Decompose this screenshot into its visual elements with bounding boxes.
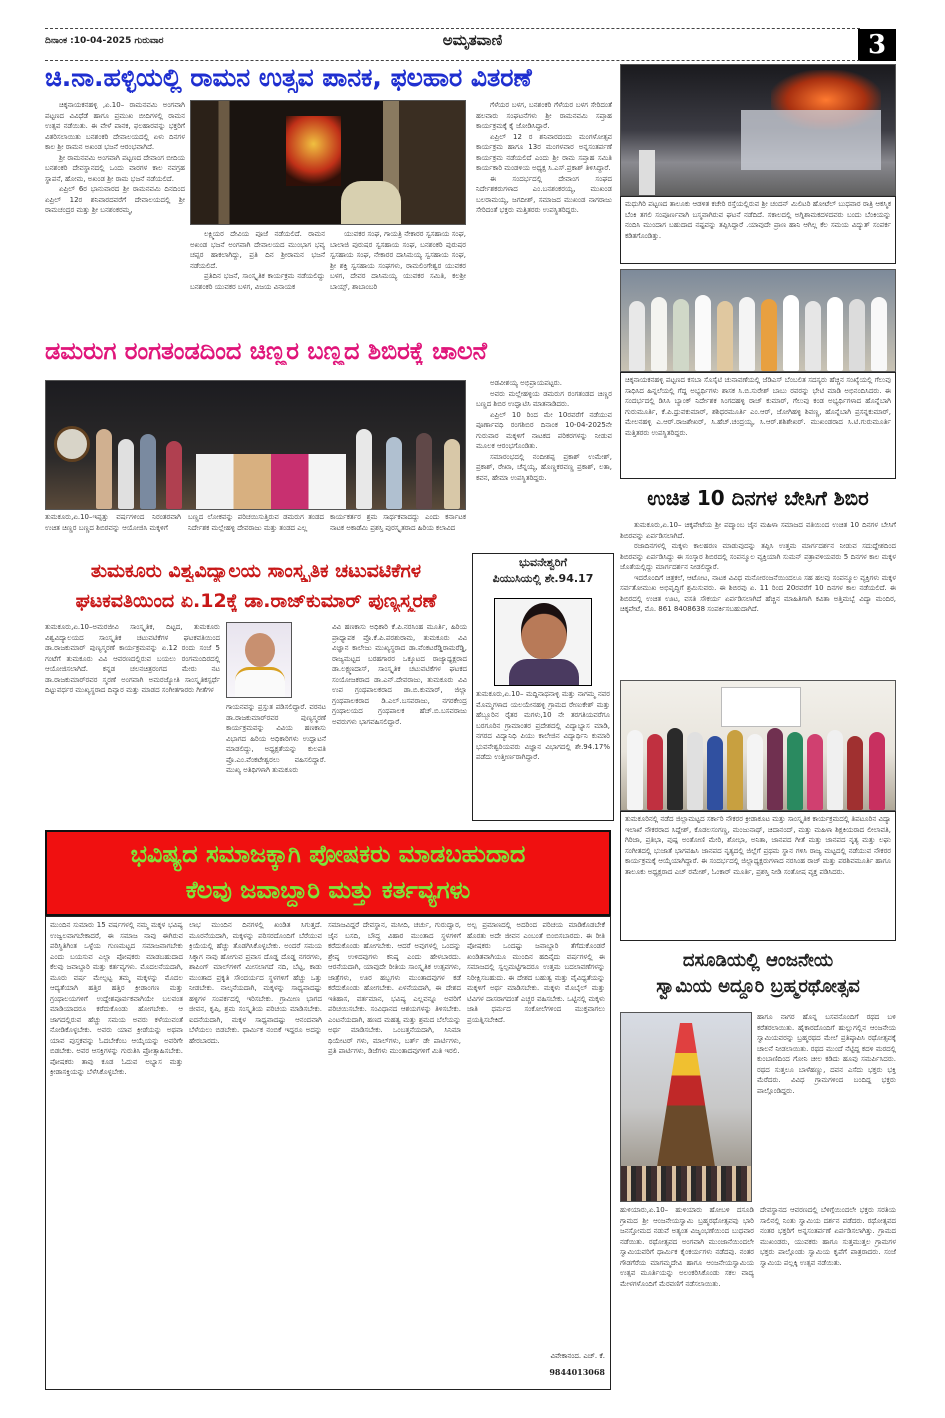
editorial-phone: 9844013068 (549, 1367, 605, 1377)
crowd (621, 1166, 752, 1201)
paragraph: ಅವರು ಮಲ್ಲೇಹಳ್ಳಿಯ ಡಮರುಗ ರಂಗತಂಡದ ಚಿಣ್ಣರ ಬಣ್ಣದ ಶಿಬಿರ ಉದ್ಘಾಟಿಸಿ ಮಾತನಾಡಿದರು. (476, 389, 612, 408)
article2-col1: ತುಮಕೂರು,ಏ.10–ಇಪ್ಪತ್ತು ವರ್ಷಗಳಿಂದ ನಿರಂತರವಾಗಿ ಉಚಿತ ಚಿಣ್ಣರ ಬಣ್ಣದ ಶಿಬಿರವನ್ನು ಆಯೋಜಿಸಿ ಮಕ್ಕಳಿಗೆ (45, 513, 181, 532)
editorial-author: ವಿವೇಕಾನಂದ. ಎಚ್. ಕೆ. (550, 1352, 605, 1360)
person-figure (847, 736, 863, 810)
header-rule-bottom (45, 60, 860, 61)
page-number: 3 (858, 29, 896, 61)
firefighter-figure (639, 150, 655, 195)
person-figure (807, 734, 823, 810)
dasudi-headline-line2: ಸ್ವಾಮಿಯ ಅದ್ದೂರಿ ಬ್ರಹ್ಮರಥೋತ್ಸವ (656, 976, 860, 997)
seated-guests (196, 454, 346, 509)
person-figure (96, 429, 112, 509)
summer-camp-body (620, 520, 896, 675)
article1-headline: ಚಿ.ನಾ.ಹಳ್ಳಿಯಲ್ಲಿ ರಾಮನ ಉತ್ಸವ ಪಾನಕ, ಫಲಹಾರ ವಿತರಣೆ (45, 63, 532, 92)
person-figure (747, 734, 763, 810)
bhuvaneshwari-photo (494, 598, 592, 686)
person-figure (871, 297, 887, 371)
portrait-face (245, 633, 275, 667)
deity-idol (286, 116, 341, 186)
paragraph: ಲಕ್ಷ್ಮಿಯರ ದೇವಿಯ ಪೂಜೆ ನಡೆಯಲಿದೆ. ರಾಮನ ಅಖಂಡ ಭಜನೆ ಅಂಗವಾಗಿ ದೇವಾಲಯದ ಮುಂಭಾಗ ಭವ್ಯ ಚಪ್ಪರ ಹಾಕಲಾಗಿದ್ದು, ಪ್ರತಿ ದಿನ ಶ್ರೀರಾಮನ ಭಜನೆ ನಡೆಯಲಿದೆ. (190, 230, 325, 270)
paragraph: ರಜಾದಿನಗಳಲ್ಲಿ ಮಕ್ಕಳು ಕಾಲಹರಣ ಮಾಡುವುದನ್ನು ತಪ್ಪಿಸಿ ಉತ್ತಮ ಮಾರ್ಗದರ್ಶನ ನೀಡುವ ಸದುದ್ದೇಶದಿಂದ ಶಿಬಿರವನ್ನು ಏರ್ಪಡಿಸಿದ್ದು ಈ ಸಂಸ್ಕಾರ ಶಿಬಿರದಲ್ಲಿ ಸಂಪನ್ಮೂಲ ವ್ಯಕ್ತಿಯಾಗಿ ಸುಮನ್ ಪತ್ರಾವಳಿಯವರು 5 ದಿನಗಳ ಕಾಲ ಮಕ್ಕಳ ಜೊತೆಯಲ್ಲಿದ್ದು ಮಾರ್ಗದರ್ಶನ ನೀಡಲಿದ್ದಾರೆ. (620, 542, 896, 571)
person-figure (707, 736, 723, 810)
person-figure (416, 433, 432, 509)
person-figure (140, 434, 156, 509)
editorial-col1: ಮುಂದಿನ ಸುಮಾರು 15 ವರ್ಷಗಳಲ್ಲಿ ನಮ್ಮ ಮಕ್ಕಳ ಭವಿಷ್ಯ ಉಜ್ವಲವಾಗಬೇಕಾದರೆ, ಈ ಸಮಾಜ ನಾವು ಈಗಿರುವ ಪರಿಸ್ಥಿತಿಗಿಂತ ಒಳ್ಳೆಯ ಗುಣಮಟ್ಟದ ಸಮಾಜವಾಗಬೇಕು ಎಂದು ಬಯಸುವ ಎಲ್ಲಾ ಪೋಷಕರು ಮಾಡಬಹುದಾದ ಕೆಲವು ಜವಾಬ್ದಾರಿ ಮತ್ತು ಕರ್ತವ್ಯಗಳು. ಮೊದಲನೆಯದಾಗಿ, ಮೂರು ವರ್ಷ ಮೇಲ್ಪಟ್ಟ ತಮ್ಮ ಮಕ್ಕಳನ್ನು ಮೊದಲ ಆದ್ಯತೆಯಾಗಿ ಹತ್ತಿರ ಹತ್ತಿರ ಕ್ರೀಡಾಂಗಣ ಮತ್ತು ಗ್ರಂಥಾಲಯಗಳಿಗೆ ಉದ್ದೇಶಪೂರ್ವಕವಾಗಿಯೇ ಬಲವಂತ ಮಾಡಿಯಾದರೂ ಕರೆದುಕೊಂಡು ಹೋಗಬೇಕು. ಆ ಜಾಗದಲ್ಲಿರುವ ಹೆಚ್ಚು ಸಮಯ ಅವರು ಕಳೆಯುವಂತೆ ನೋಡಿಕೊಳ್ಳಬೇಕು. ಅವರು ಯಾವ ಕ್ರೀಡೆಯನ್ನು ಅಥವಾ ಯಾವ ಪುಸ್ತಕವನ್ನು ಓದಬೇಕೆಂಬ ಆಯ್ಕೆಯನ್ನು ಅವರಿಗೇ ಬಿಡಬೇಕು. ಅವರ ಆಸಕ್ತಿಗಳನ್ನು ಗುರುತಿಸಿ ಪ್ರೋತ್ಸಾಹಿಸಬೇಕು. ಪೋಷಕರು ತಾವು ಕೂಡ ಓದುವ ಅಭ್ಯಾಸ ಮತ್ತು ಕ್ರೀಡಾಸಕ್ತಿಯನ್ನು ಬೆಳೆಸಿಕೊಳ್ಳಬೇಕು. (50, 921, 183, 1076)
person-figure (827, 297, 843, 371)
stage-banner (721, 687, 801, 727)
person-figure (787, 732, 803, 810)
building-smoke (741, 110, 881, 170)
paragraph: ಶ್ರೀ ರಾಮನವಮಿ ಅಂಗವಾಗಿ ಪಟ್ಟಣದ ದೇವಾಂಗ ಬೀದಿಯ ಬನಶಂಕರಿ ದೇವಸ್ಥಾನದಲ್ಲಿ ಒಂದು ವಾರಗಳ ಕಾಲ ನವಗ್ರಹ ಸ್ಥಾಪನೆ, ಹೋಮ, ಅಖಂಡ ಶ್ರೀ ರಾಮ ಭಜನೆ ನಡೆಯಲಿದೆ. (45, 153, 185, 183)
paragraph: ಏಪ್ರಿಲ್ 12 ರ ಶನಿವಾರದಂದು ಮಂಗಳೋತ್ಸವ ಕಾರ್ಯಕ್ರಮ ಹಾಗೂ 13ರ ಮಂಗಳವಾರ ಅನ್ನಸಂತರ್ಪಣೆ ಕಾರ್ಯಕ್ರಮ ನಡೆಯಲಿದೆ ಎಂದು ಶ್ರೀ ರಾಮ ಸಪ್ತಾಹ ಸಮಿತಿ ಕಾರ್ಯಕಾರಿ ಮಂಡಳಿಯ ಅಧ್ಯಕ್ಷ ಸಿ.ಎಸ್.ಪ್ರಕಾಶ್ ತಿಳಿಸಿದ್ದಾರೆ. (476, 132, 612, 172)
person-figure (761, 299, 777, 371)
person-figure (627, 730, 643, 810)
editorial-headline-line1: ಭವಿಷ್ಯದ ಸಮಾಜಕ್ಕಾಗಿ ಪೋಷಕರು ಮಾಡಬಹುದಾದ (130, 840, 526, 868)
person-figure (629, 301, 645, 371)
article3-col1: ತುಮಕೂರು,ಏ.10–ಅಮರಜೀವಿ ಸಾಂಸ್ಕೃತಿಕ, ದಿಟ್ಟದ, ತುಮಕೂರು ವಿಶ್ವವಿದ್ಯಾಲಯದ ಸಾಂಸ್ಕೃತಿಕ ಚಟುವಟಿಕೆಗಳ ಘಟಕವತಿಯಿಂದ ಡಾ.ರಾಜಕುಮಾರ್ ಪುಣ್ಯಸ್ಮರಣೆ ಕಾರ್ಯಕ್ರಮವನ್ನು ಏ.12 ರಂದು ಸಂಜೆ 5 ಗಂಟೆಗೆ ತುಮಕೂರು ವಿವಿ ಆವರಣದಲ್ಲಿರುವ ಬಯಲು ರಂಗಮಂದಿರದಲ್ಲಿ ಆಯೋಜಿಸಲಾಗಿದೆ. ಕನ್ನಡ ಚಲನಚಿತ್ರರಂಗದ ಮೇರು ನಟ ಡಾ.ರಾಜಕುಮಾರ್‌ರವರ ಸ್ಮರಣೆ ಅಂಗವಾಗಿ ಅಮರಜ್ಯೋತಿ ಸಾಂಸ್ಕೃತಿಕಸ್ಪರ್ಧೆ ದಿಟ್ಟುವರ್ಧರ ಮುಖ್ಯಸ್ಥರಾದ ದಿವ್ಯಾರ ಮತ್ತು ಮಾಡದ ಸಂಗೀತಗಾರರು ಗೀತೆಗಳ (45, 623, 220, 694)
article3-headline-line1: ತುಮಕೂರು ವಿಶ್ವವಿದ್ಯಾಲಯ ಸಾಂಸ್ಕೃತಿಕ ಚಟುವಟಿಕೆಗಳ (90, 560, 422, 582)
paragraph: ಸಮಾರಂಭದಲ್ಲಿ ನಂದೀಶಪ್ಪ ಪ್ರಕಾಶ್ ಉಮೇಶ್, ಪ್ರಕಾಶ್, ರೇಖಾ, ಚೆನ್ನಯ್ಯ, ಹೊಣ್ಣಕರವಣ್ಣ ಪ್ರಕಾಶ್, ಲತಾ, ಕವನ, ಹೇಮಾ ಉಪಸ್ಥಿತರಿದ್ದರು. (476, 452, 612, 482)
article1-col1 (45, 100, 185, 332)
article2-col2: ಬಣ್ಣದ ಲೋಕವನ್ನು ಪರಿಚಯಿಸುತ್ತಿರುವ ಡಮರುಗ ತಂಡದ ನಿರ್ದೇಶಕ ಮಲ್ಲೇಹಳ್ಳಿ ದೇವರಾಜು ಮತ್ತು ತಂಡದ ಎಲ್ಲ (188, 513, 324, 532)
paragraph: ಯುವಕರ ಸಂಘ, ಗಾಯತ್ರಿ ನೇಕಾರರ ಸ್ವಸಹಾಯ ಸಂಘ, ಬಾಲಾಜಿ ಪುರುಷರ ಸ್ವಸಹಾಯ ಸಂಘ, ಬನಶಂಕರಿ ಪುರುಷರ ಸ್ವಸಹಾಯ ಸಂಘ, ನೇಕಾರರ ದಾಸಿಮಯ್ಯ ಸ್ವಸಹಾಯ ಸಂಘ, ಶ್ರೀ ಶಕ್ತಿ ಸ್ವಸಹಾಯ ಸಂಘಗಳು, ರಾಮಲಿಂಗೇಶ್ವರ ಯುವಕರ ಬಳಗ, ದೇವರ ದಾಸಿಮಯ್ಯ ಯುವಕರ ಸಮಿತಿ, ಕಲಶ್ರೀ ಬಾಯ್ಸ್, ಶಾಬಾಂಬರಿ (330, 230, 466, 291)
paragraph: ಇದರೊಂದಿಗೆ ಚಿತ್ರಕಲೆ, ಆಟೋಟ, ನಾಟಕ ವಿವಿಧ ಮನೋರಂಜನೆಯಿಂದಲೂ ಸಹ ಹಲವು ಸಂಪನ್ಮೂಲ ವ್ಯಕ್ತಿಗಳು ಮಕ್ಕಳ ಸರ್ವತೋಮುಖ ಅಭಿವೃದ್ಧಿಗೆ ಶ್ರಮಿಸುವರು. ಈ ಶಿಬಿರವು ಏ. 11 ರಿಂದ 20ರವರೆಗೆ 10 ದಿನಗಳ ಕಾಲ ನಡೆಯಲಿದೆ. ಈ ಶಿಬಿರದಲ್ಲಿ ಉಚಿತ ಊಟ, ವಸತಿ ಸೌಕರ್ಯ ಏರ್ಪಡಿಸಲಾಗಿದೆ ಹೆಚ್ಚಿನ ಮಾಹಿತಿಗಾಗಿ ಕವಿತಾ ಅತ್ತಿಮಬ್ಬೆ ವಿದ್ಯಾ ಮಂದಿರ, ಚಿಕ್ಕಪೇಟೆ, ಮೊ. 861 8408638 ಸಂಪರ್ಕಿಸಬಹುದಾಗಿದೆ. (620, 573, 896, 613)
person-figure (356, 429, 372, 509)
person-figure (118, 439, 134, 509)
article2-headline: ಡಮರುಗ ರಂಗತಂಡದಿಂದ ಚಿಣ್ಣರ ಬಣ್ಣದ ಶಿಬಿರಕ್ಕೆ ಚಾಲನೆ (45, 337, 487, 365)
editorial-banner (45, 830, 611, 916)
bhuvaneshwari-headline-line2: ಪಿಯುಸಿಯಲ್ಲಿ ಶೇ.94.17 (492, 572, 594, 585)
person-figure (827, 730, 843, 810)
article1-col2 (190, 229, 325, 332)
chariot (656, 1023, 716, 1173)
article1-col3 (330, 229, 466, 332)
person-figure (849, 299, 865, 371)
person-figure (805, 301, 821, 371)
person-figure (651, 297, 667, 371)
person-figure (695, 295, 711, 371)
summer-camp-headline: ಉಚಿತ 10 ದಿನಗಳ ಬೇಸಿಗೆ ಶಿಬಿರ (647, 486, 869, 510)
person-figure (767, 728, 783, 810)
portrait-face (521, 603, 567, 659)
article1-col4 (476, 100, 612, 332)
children-camp-photo (45, 380, 466, 510)
editorial-col4: ಅಲ್ಪ ಪ್ರಮಾಣದಲ್ಲಿ ಅದರಿಂದ ಪರಿಚಯ ಮಾಡಿಕೊಡಬೇಕೆ ಹೊರತು ಅದೇ ಜೀವನ ಎಂಬಂತೆ ಬಿಂಬಿಸಬಾರದು. ಈ ರೀತಿ ಪೋಷಕರು ಒಂದಷ್ಟು ಜವಾಬ್ದಾರಿ ತೆಗೆದುಕೊಂಡರೆ ಖಂಡಿತವಾಗಿಯೂ ಮುಂದಿನ ಹದಿನೈದು ವರ್ಷಗಳಲ್ಲಿ ಈ ಸಮಾಜದಲ್ಲಿ ಸ್ವಲ್ಪಮಟ್ಟಿಗಾದರೂ ಉತ್ತಮ ಬದಲಾವಣೆಗಳನ್ನು ನಿರೀಕ್ಷಿಸಬಹುದು. ಈ ದೇಶದ ಬಹುತ್ವ ಮತ್ತು ವೈವಿಧ್ಯತೆಯನ್ನು ಮಕ್ಕಳಿಗೆ ಅರ್ಥ ಮಾಡಿಸಬೇಕು. ಮಕ್ಕಳು ಮೊಬೈಲ್ ಮತ್ತು ಟಿವಿಗಳ ದಾಸರಾಗದಂತೆ ಎಚ್ಚರ ವಹಿಸಬೇಕು. ಒಟ್ಟಿನಲ್ಲಿ ಮಕ್ಕಳು ಜಾತಿ ಧರ್ಮದ ಸಂಕೋಲೆಗಳಿಂದ ಮುಕ್ತವಾಗಲು ಪ್ರಯತ್ನಿಸಬೇಕಿದೆ. (467, 921, 605, 1024)
paragraph: ಈ ಸಂದರ್ಭದಲ್ಲಿ ದೇವಾಂಗ ಸಂಘದ ನಿರ್ದೇಶಕರುಗಳಾದ ಎಂ.ಬನಶಂಕರಯ್ಯ, ಮುಖಂಡ ಬಲರಾಮಯ್ಯ, ಜಗದೀಶ್, ಸಮಾಜದ ಮುಖಂಡ ನಾಗರಾಜು ಸೇರಿದಂತೆ ಭಕ್ತರು ಮತ್ತಿತರರು ಉಪಸ್ಥಿತರಿದ್ದರು. (476, 174, 612, 214)
priest-figure (341, 181, 401, 225)
person-figure (444, 439, 460, 509)
chariot-festival-photo (620, 1012, 752, 1202)
article2-col3: ಕಾರ್ಯಕರ್ತರ ಶ್ರಮ ಸಾರ್ಥಕವಾದದ್ದು ಎಂದು ಕರ್ನಾಟಕ ನಾಟಕ ಅಕಾಡೆಮಿ ಪ್ರಶಸ್ತಿ ಪುರಸ್ಕೃತರಾದ ಹಿರಿಯ ಕಲಾವಿದ (330, 513, 466, 532)
jds-caption: ಚಿಕ್ಕನಾಯಕನಹಳ್ಳಿ ಪಟ್ಟಣದ ಕಸಬಾ ಸೊಸೈಟಿ ಚುನಾವಣೆಯಲ್ಲಿ ಜೆಡಿಎಸ್ ಬೆಂಬಲಿತ ಸದಸ್ಯರು ಹೆಚ್ಚಿನ ಸಂಖ್ಯೆಯಲ್ಲಿ ಗೆಲುವು ಸಾಧಿಸಿದ ಹಿನ್ನಲೆಯಲ್ಲಿ ಗೆದ್ದ ಅಭ್ಯರ್ಥಿಗಳು ಶಾಸಕ ಸಿ.ಬಿ.ಸುರೇಶ್ ಬಾಬು ರವರನ್ನು ಭೇಟಿ ಮಾಡಿ ಅಭಿನಂದಿಸಿದರು. ಈ ಸಂದರ್ಭದಲ್ಲಿ ಡಿಸಿಸಿ ಬ್ಯಾಂಕ್ ನಿರ್ದೇಶಕ ಸಿಂಗದಹಳ್ಳಿ ರಾಜ್ ಕುಮಾರ್, ಗೆಲುವು ಕಂಡ ಅಭ್ಯರ್ಥಿಗಳಾದ ಹೊನ್ನೆಬಾಗಿ ಗುರುಮೂರ್ತಿ, ಕೆ.ಪಿ.ಧ್ರುವಕುಮಾರ್, ಶಶಿಧರಮೂರ್ತಿ ಎಂ.ಆರ್, ಜೋಗಿಹಳ್ಳಿ ಶಿವಣ್ಣ, ಹೊನ್ನೆಬಾಗಿ ಪ್ರಸನ್ನಕುಮಾರ್, ಮೇಲನಹಳ್ಳಿ ಎ.ಆರ್.ರಾಜಶೇಖರ್, ಸಿ.ಹೆಚ್.ಚಂದ್ರಯ್ಯ, ಸಿ.ಆರ್.ಶಶಿಶೇಖರ್. ಮುಖಂಡರಾದ ಸಿ.ಟಿ.ಗುರುಮೂರ್ತಿ ಮತ್ತಿತರರು ಉಪಸ್ಥಿತರಿದ್ದರು. (620, 372, 896, 479)
editorial-headline-line2: ಕೆಲವು ಜವಾಬ್ದಾರಿ ಮತ್ತು ಕರ್ತವ್ಯಗಳು (185, 876, 471, 904)
rajkumar-photo (226, 622, 292, 698)
dasudi-col1: ಹುಳಿಯಾರು,ಏ.10– ಹುಳಿಯಾರು ಹೋಬಳಿ ದಸೂಡಿ ಗ್ರಾಮದ ಶ್ರೀ ಆಂಜನೇಯಸ್ವಾಮಿ ಬ್ರಹ್ಮರಥೋತ್ಸವವು ಭಾರಿ ಜನಸ್ತೋಮದ ನಡುವೆ ಅತ್ಯಂತ ವಿಜೃಂಭಣೆಯಿಂದ ಬುಧವಾರ ನಡೆಯಿತು. ರಥೋತ್ಸವದ ಅಂಗವಾಗಿ ಮುಂಜಾನೆಯಿಂದಲೇ ಸ್ವಾಮಿಯವರಿಗೆ ಧಾರ್ಮಿಕ ಕೈಂಕರ್ಯಗಳು ನಡೆದವು. ನಂತರ ಗೌಡಗೆರೆಯ ಮಾಗಮ್ಮದೇವಿ ಹಾಗೂ ಆಂಜನೇಯಸ್ವಾಮಿಯ ಉತ್ಸವ ಮೂರ್ತಿಯನ್ನು ಅಲಂಕರಿಸಿಕೊಂಡು ಸಕಲ ವಾದ್ಯ ಮೇಳಗಳೊಂದಿಗೆ ಮೆರವಣಿಗೆ ನಡೆಸಲಾಯಿತು. (620, 1206, 754, 1288)
hotel-fire-photo (620, 64, 896, 196)
jds-members-photo (620, 269, 896, 372)
paragraph: ಅಡವೀಶಯ್ಯ ಅಭಿಪ್ರಾಯಪಟ್ಟರು. (490, 379, 562, 387)
person-figure (673, 299, 689, 371)
person-figure (739, 297, 755, 371)
editorial-col2: ಲಾಭ ಮುಂದಿನ ದಿನಗಳಲ್ಲಿ ಖಂಡಿತ ಸಿಗುತ್ತದೆ. ಮೂರನೆಯದಾಗಿ, ಮಕ್ಕಳನ್ನು ಪರಿಸರದೊಂದಿಗೆ ಬೆರೆಯುವ ಕ್ರಿಯೆಯಲ್ಲಿ ಹೆಚ್ಚು ತೊಡಗಿಸಿಕೊಳ್ಳಬೇಕು. ಅಂದರೆ ಸಮಯ ಸಿಕ್ಕಾಗ ನಾವು ಹೋಗುವ ಪ್ರವಾಸ ದೊಡ್ಡ ದೊಡ್ಡ ನಗರಗಳು, ಶಾಪಿಂಗ್ ಮಾಲ್‌ಗಳಿಗೆ ಮೀಸಲಾಗದೆ ನದಿ, ಬೆಟ್ಟ, ಕಾಡು ಮುಂತಾದ ಪ್ರಕೃತಿ ಸೌಂದರ್ಯದ ಸ್ಥಳಗಳಿಗೆ ಹೆಚ್ಚು ಒತ್ತು ನೀಡಬೇಕು. ನಾಲ್ಕನೆಯದಾಗಿ, ಮಕ್ಕಳನ್ನು ಸಾಧ್ಯವಾದಷ್ಟು ಹಳ್ಳಿಗಳ ಸಂಪರ್ಕದಲ್ಲಿ ಇರಿಸಬೇಕು. ಗ್ರಾಮೀಣ ಭಾಗದ ಜೀವನ, ಕೃಷಿ, ಶ್ರಮ ಸಂಸ್ಕೃತಿಯ ಪರಿಚಯ ಮಾಡಿಸಬೇಕು. ಐದನೆಯದಾಗಿ, ಮಕ್ಕಳ ಸಾಧ್ಯವಾದಷ್ಟು ಆನಂದವಾಗಿ ಬೆಳೆಯಲು ಬಿಡಬೇಕು. ಧಾರ್ಮಿಕ ನಂಬಿಕೆ ಇದ್ದರೂ ಅದನ್ನು ಹೇರಬಾರದು. (189, 921, 322, 1045)
paragraph: ಏಪ್ರಿಲ್ 6ರ ಭಾನುವಾರದ ಶ್ರೀ ರಾಮನವಮಿ ದಿನದಿಂದ ಏಪ್ರಿಲ್ 12ರ ಶನಿವಾರದವರೆಗೆ ದೇವಾಲಯದಲ್ಲಿ ಶ್ರೀ ರಾಮಚಂದ್ರರ ಮತ್ತು ಶ್ರೀ ಬನಶಂಕರಮ್ಮ, (45, 185, 185, 214)
sports-caption: ತುಮಕೂರಿನಲ್ಲಿ ನಡೆದ ಜಿಲ್ಲಾಮಟ್ಟದ ಸರ್ಕಾರಿ ನೌಕರರ ಕ್ರೀಡಾಕೂಟ ಮತ್ತು ಸಾಂಸ್ಕೃತಿಕ ಕಾರ್ಯಕ್ರಮದಲ್ಲಿ ತಿಪಟೂರಿನ ವಿದ್ಯಾ ಇಲಾಖೆ ನೌಕರರಾದ ಸಿದ್ದೇಶ್, ಕೊಡಲಸಂಗಣ್ಣ, ಮಂಜುನಾಥ್, ಚಿದಾನಂದ್, ಮತ್ತು ಮಹಿಳಾ ಶಿಕ್ಷಕಿಯರಾದ ಲೀಲಾವತಿ, ಗಿರಿಜಾ, ಪ್ರತಿಭಾ, ಪುಷ್ಪ ಅಂತೋಣಿ ಮೇರಿ, ಶೋಭಾ, ಅನಿತಾ, ಜಾನಪದ ಗೀತೆ ಮತ್ತು ಜಾನಪದ ನೃತ್ಯ ಮತ್ತು ಲಘು ಸಂಗೀತದಲ್ಲಿ ಭುಜಾತೆ ಭಾಗವಹಿಸಿ ಜಾನಪದ ನೃತ್ಯದಲ್ಲಿ ಜಿಲ್ಲೆಗೆ ಪ್ರಥಮ ಸ್ಥಾನ ಗಳಿಸಿ ರಾಜ್ಯ ಮಟ್ಟದಲ್ಲಿ ನಡೆಯುವ ನೌಕರರ ಕಾರ್ಯಕ್ರಮಕ್ಕೆ ಆಯ್ಕೆಯಾಗಿದ್ದಾರೆ. ಈ ಸಂದರ್ಭದಲ್ಲಿ ಜಿಲ್ಲಾಧ್ಯಕ್ಷರುಗಳಾದ ನರಸಿಂಹ ರಾಜ್ ಮತ್ತು ಪರಶಿವಮೂರ್ತಿ ಹಾಗೂ ತಾಲೂಕು ಅಧ್ಯಕ್ಷರಾದ ಎಚ್ ರಮೇಶ್, ಓಂಕಾರ್ ಮೂರ್ತಿ, ಪ್ರಶಸ್ತಿ ನೀಡಿ ಸಂತೋಷ ವ್ಯಕ್ತ ಪಡಿಸಿದರು. (620, 811, 896, 941)
paragraph: ತುಮಕೂರು,ಏ.10– ಚಿಕ್ಕಪೇಟೆಯ ಶ್ರೀ ಪದ್ಮಾಂಬ ಜೈನ ಮಹಿಳಾ ಸಮಾಜದ ವತಿಯಿಂದ ಉಚಿತ 10 ದಿನಗಳ ಬೇಸಿಗೆ ಶಿಬಿರವನ್ನು ಏರ್ಪಡಿಸಲಾಗಿದೆ. (620, 521, 896, 540)
paragraph: ಏಪ್ರಿಲ್ 10 ರಿಂದ ಮೇ 10ರವರೆಗೆ ನಡೆಯುವ ಪೂರ್ಣಾವಧಿ ರಂಗಶಿಬಿರ ದಿನಾಂಕ 10-04-2025ನೇ ಗುರುವಾರ ಮಕ್ಕಳಿಗೆ ನಾಟಕದ ಪರಿಕರಗಳನ್ನು ನೀಡುವ ಮೂಲಕ ಆರಂಭಗೊಂಡಿತು. (476, 410, 612, 450)
person-figure (727, 730, 743, 810)
paragraph: ಚಿಕ್ಕನಾಯಕನಹಳ್ಳಿ ,ಏ.10– ರಾಮನವಮಿ ಅಂಗವಾಗಿ ಪಟ್ಟಣದ ವಿವಿಧೆಡೆ ಹಾಗೂ ಪ್ರಮುಖ ಬೀದಿಗಳಲ್ಲಿ ರಾಮನ ಉತ್ಸವ ನಡೆಯಿತು. ಈ ವೇಳೆ ಪಾನಕ, ಫಲಹಾರವನ್ನು ಭಕ್ತರಿಗೆ ವಿತರಿಸಲಾಯಿತು ಬನಶಂಕರಿ ದೇವಾಲಯದಲ್ಲಿ ಏಳು ದಿನಗಳ ಕಾಲ ಶ್ರೀ ರಾಮನ ಅಖಂಡ ಭಜನೆ ಆರಂಭವಾಗಿದೆ. (45, 101, 185, 151)
person-figure (386, 437, 402, 509)
paragraph: ಪ್ರತಿದಿನ ಭಜನೆ, ಸಾಂಸ್ಕೃತಿಕ ಕಾರ್ಯಕ್ರಮ ನಡೆಯಲಿದ್ದು ಬನಶಂಕರಿ ಯುವಕರ ಬಳಗ, ವಿಜಯ ವಿನಾಯಕ (190, 272, 325, 291)
person-figure (869, 732, 885, 810)
dasudi-headline-line1: ದಸೂಡಿಯಲ್ಲಿ ಆಂಜನೇಯ (682, 950, 834, 971)
fire-caption: ಮಧುಗಿರಿ ಪಟ್ಟಣದ ತಾಲೂಕು ಆಡಳಿತ ಕಚೇರಿ ರಸ್ತೆಯಲ್ಲಿರುವ ಶ್ರೀ ಚಂದನ್ ಮಿಲಿಟರಿ ಹೋಟೆಲ್ ಬುಧವಾರ ರಾತ್ರಿ ಆಕಸ್ಮಿಕ ಬೆಂಕಿ ತಗಲಿ ಸಂಪೂರ್ಣವಾಗಿ ಬಸ್ಮವಾಗಿರುವ ಘಟನೆ ನಡೆದಿದೆ. ಸಕಾಲದಲ್ಲಿ ಅಗ್ನಿಶಾಮಕದಳದವರು ಬಂದು ಬೆಂಕಿಯನ್ನು ನಂದಿಸಿ ಮುಂದಾಗ ಬಹುದಾದ ನಷ್ಟವನ್ನು ತಪ್ಪಿಸಿದ್ದಾರೆ .ಯಾವುದೇ ಪ್ರಾಣ ಹಾನಿ ಆಗಿಲ್ಲ ಕೆಲ ಸಮಯ ವಿದ್ಯುತ್ ಸಂಪರ್ಕ ಕಡಿತಗೊಂಡಿತ್ತು. (620, 196, 896, 264)
article3-col2: ಗಾಯನವನ್ನು ಪ್ರಸ್ತುತ ಪಡಿಸಲಿದ್ದಾರೆ. ವರನಟ ಡಾ.ರಾಜಕುಮಾರ್‌ರವರ ಪುಣ್ಯಸ್ಮರಣೆ ಕಾರ್ಯಕ್ರಮವನ್ನು ವಿವಿಯ ಹಣಕಾಸು ವಿಭಾಗದ ಹಿರಿಯ ಅಧಿಕಾರಿಗಳು ಉದ್ಘಾಟನೆ ಮಾಡಲಿದ್ದು, ಅಧ್ಯಕ್ಷತೆಯನ್ನು ಕುಲಪತಿ ಪ್ರೊ.ಎಂ.ವೆಂಕಟೇಶ್ವರಲು ವಹಿಸಲಿದ್ದಾರೆ. ಮುಖ್ಯ ಅತಿಥಿಗಳಾಗಿ ತುಮಕೂರು (226, 703, 326, 774)
article3-headline-line2: ಘಟಕವತಿಯಿಂದ ಏ.12ಕ್ಕೆ ಡಾ.ರಾಜ್‌ಕುಮಾರ್ ಪುಣ್ಯಸ್ಮರಣೆ (75, 590, 437, 612)
editorial-col3: ಸಮಾಜವಿದ್ದರೆ ದೇವಸ್ಥಾನ, ಮಸೀದಿ, ಚರ್ಚು, ಗುರುದ್ವಾರ, ಜೈನ ಬಸದಿ, ಬೌದ್ಧ ವಿಹಾರ ಮುಂತಾದ ಸ್ಥಳಗಳಿಗೆ ಕರೆದುಕೊಂಡು ಹೋಗಬೇಕು. ಆದರೆ ಅವುಗಳಲ್ಲಿ ಒಂದನ್ನು ಶ್ರೇಷ್ಠ ಉಳಿದವುಗಳು ಕನಿಷ್ಠ ಎಂದು ಹೇಳಬಾರದು. ಆರನೆಯದಾಗಿ, ಯಾವುದೇ ರೀತಿಯ ಸಾಂಸ್ಕೃತಿಕ ಉತ್ಸವಗಳು, ಜಾತ್ರೆಗಳು, ಊರ ಹಬ್ಬಗಳು ಮುಂತಾದವುಗಳ ಕಡೆ ಕರೆದುಕೊಂಡು ಹೋಗಬೇಕು. ಏಳನೆಯದಾಗಿ, ಈ ದೇಶದ ಇತಿಹಾಸ, ವರ್ತಮಾನ, ಭವಿಷ್ಯ ಎಲ್ಲವನ್ನೂ ಅವರಿಗೆ ಪರಿಚಯಿಸಬೇಕು. ಸಂವಿಧಾನದ ಆಶಯಗಳನ್ನು ತಿಳಿಸಬೇಕು. ಎಂಟನೆಯದಾಗಿ, ಹಣದ ಮಹತ್ವ ಮತ್ತು ಶ್ರಮದ ಬೆಲೆಯನ್ನು ಅರ್ಥ ಮಾಡಿಸಬೇಕು. ಒಂಬತ್ತನೆಯದಾಗಿ, ಸಿನಿಮಾ ಥಿಯೇಟರ್ ಗಳು, ಮಾಲ್‌ಗಳು, ಬರ್ತ್ ಡೇ ಪಾರ್ಟಿಗಳು, ಪ್ರತಿ ಪಾರ್ಟಿಗಳು, ಡಿಜೆಗಳು ಮುಂತಾದವುಗಳಿಗೆ ಮಿತಿ ಇರಲಿ. (328, 921, 461, 1055)
portrait-body (509, 659, 579, 686)
header-rule-top (45, 28, 860, 29)
person-figure (647, 734, 663, 810)
issue-date: ದಿನಾಂಕ :10-04-2025 ಗುರುವಾರ (45, 36, 164, 46)
person-figure (667, 728, 683, 810)
paragraph: ಗೆಳೆಯರ ಬಳಗ, ಬನಶಂಕರಿ ಗೆಳೆಯರ ಬಳಗ ಸೇರಿದಂತೆ ಹಲವಾರು ಸಂಘಟನೆಗಳು ಶ್ರೀ ರಾಮನವಮಿ ಸಪ್ತಾಹ ಕಾರ್ಯಕ್ರಮಕ್ಕೆ ಕೈ ಜೋಡಿಸಿದ್ದಾರೆ. (476, 101, 612, 130)
portrait-shawl (235, 667, 285, 698)
person-figure (687, 732, 703, 810)
person-figure (783, 295, 799, 371)
person-figure (717, 301, 733, 371)
sports-awards-photo (620, 680, 896, 811)
bhuvaneshwari-headline-line1: ಭುವನೇಶ್ವರಿಗೆ (519, 556, 567, 569)
dasudi-col2: ದೇವಸ್ಥಾನದ ಆವರಣದಲ್ಲಿ ಬೆಳಿಗ್ಗೆಯಿಂದಲೇ ಭಕ್ತರು ಸರತಿಯ ಸಾಲಿನಲ್ಲಿ ನಿಂತು ಸ್ವಾಮಿಯ ದರ್ಶನ ಪಡೆದರು. ರಥೋತ್ಸವದ ನಂತರ ಭಕ್ತರಿಗೆ ಅನ್ನಸಂತರ್ಪಣೆ ಏರ್ಪಡಿಸಲಾಗಿತ್ತು. ಗ್ರಾಮದ ಮುಖಂಡರು, ಯುವಕರು ಹಾಗೂ ಸುತ್ತಮುತ್ತಲ ಗ್ರಾಮಗಳ ಭಕ್ತರು ಪಾಲ್ಗೊಂಡು ಸ್ವಾಮಿಯ ಕೃಪೆಗೆ ಪಾತ್ರರಾದರು. ಸಂಜೆ ಸ್ವಾಮಿಯ ಪಲ್ಲಕ್ಕಿ ಉತ್ಸವ ನಡೆಯಿತು. (760, 1206, 896, 1267)
dasudi-side-text: ಹಾಗೂ ನಾಗರ ಹೊನ್ನ ಬಸವನೊಂದಿಗೆ ರಥದ ಬಳಿ ಕರೆತರಲಾಯಿತು. ಹೈಕಾರದೊಂದಿಗೆ ಹುಲ್ಲುಗಲ್ಲಿನ ಆಂಜನೇಯ ಸ್ವಾಮಿಯವರನ್ನು ಬ್ರಹ್ಮರಥದ ಮೇಲೆ ಪ್ರತಿಷ್ಠಾಪಿಸಿ ರಥೋತ್ಸವಕ್ಕೆ ಚಾಲನೆ ನೀಡಲಾಯಿತು. ರಥದ ಮುಂದೆ ನೆಟ್ಟಿದ್ದ ಕದಳಿ ಮರದಲ್ಲಿ ಕುಂಬಾಣಿದಿಂದ ಗೋನಿ ಚೀಲ ಕಡಿದು ಹೂವು ಸಮರ್ಪಿಸಿದರು. ರಥದ ಸುತ್ತಲೂ ಬಾಳೆಹಣ್ಣು, ದವನ ಎಸೆದು ಭಕ್ತರು ಭಕ್ತಿ ಮೆರೆದರು. ವಿವಿಧ ಗ್ರಾಮಗಳಿಂದ ಬಂದಿದ್ದ ಭಕ್ತರು ಪಾಲ್ಗೊಂಡಿದ್ದರು. (757, 1013, 896, 1095)
rama-temple-photo (190, 100, 466, 225)
article3-col3: ವಿವಿ ಹಣಕಾಸು ಅಧಿಕಾರಿ ಕೆ.ಪಿ.ನರಸಿಂಹ ಮೂರ್ತಿ, ಹಿರಿಯ ಪ್ರಾಧ್ಯಾಪಕ ಪ್ರೊ.ಕೆ.ಪಿ.ಪರಶುರಾಮ, ತುಮಕೂರು ವಿವಿ ವಿಜ್ಞಾನ ಕಾಲೇಜು ಮುಖ್ಯಸ್ಥರಾದ ಡಾ.ವೆಂಕಟರೆಡ್ಡಿರಾಮರೆಡ್ಡಿ, ರಾಜ್ಯಮಟ್ಟದ ಬರಹಗಾರರ ಒಕ್ಕೂಟದ ರಾಜ್ಯಾಧ್ಯಕ್ಷರಾದ ಡಾ.ಲಕ್ಷ್ಮಣದಾಸ್, ಸಾಂಸ್ಕೃತಿಕ ಚಟುವಟಿಕೆಗಳ ಘಟಕದ ಸಂಯೋಜಕರಾದ ಡಾ.ಎನ್.ದೇವರಾಜು, ತುಮಕೂರು ವಿವಿ ಉಪ ಗ್ರಂಥಪಾಲಕರಾದ ಡಾ.ಬಿ.ಕುಮಾರ್, ಜಿಲ್ಲಾ ಗ್ರಂಥಪಾಲಕರಾದ ಡಿ.ಎಲ್.ಬಸವರಾಜು, ನಗರಕೇಂದ್ರ ಗ್ರಂಥಾಲಯದ ಗ್ರಂಥಪಾಲಕ ಹೆಚ್.ಬಿ.ಬಸವರಾಜು ಅವರುಗಳು ಭಾಗವಹಿಸಲಿದ್ದಾರೆ. (332, 623, 467, 726)
bhuvaneshwari-body: ತುಮಕೂರು,ಏ.10– ಮದ್ದಿನಾಥನಾಳ್ಳಿ ಮತ್ತು ನಾಗಮ್ಮ ನವರ ಮೊಮ್ಮಗಳಾದ ಯಲಯೇನಹಳ್ಳಿ ಗ್ರಾಮದ ರೇಣುಕೇಶ್ ಮತ್ತು ಹೆಬ್ಬೂರಿನ ರೈತರ ಮಗಳು,10 ನೇ ತರಗತಿಯವರೆಗೂ ಬರಗೂರಿನ ಗ್ರಾಮಾಂತರ ಪ್ರದೇಶದಲ್ಲಿ ವಿದ್ಯಾಭ್ಯಾಸ ಮಾಡಿ, ನಗರದ ವಿದ್ಯಾನಿಧಿ ಪಿಯು ಕಾಲೇಜಿನ ವಿದ್ಯಾರ್ಥಿನಿ ಕುಮಾರಿ ಭುವನೇಶ್ವರಿಯವರು ವಿಜ್ಞಾನ ವಿಭಾಗದಲ್ಲಿ ಶೇ.94.17% ಪಡೆದು ಉತ್ತೀರ್ಣರಾಗಿದ್ದಾರೆ. (476, 690, 610, 761)
masthead: ಅಮೃತವಾಣಿ (442, 31, 503, 49)
article2-col4 (476, 378, 612, 553)
drum-prop (54, 426, 90, 462)
person-figure (166, 441, 182, 509)
